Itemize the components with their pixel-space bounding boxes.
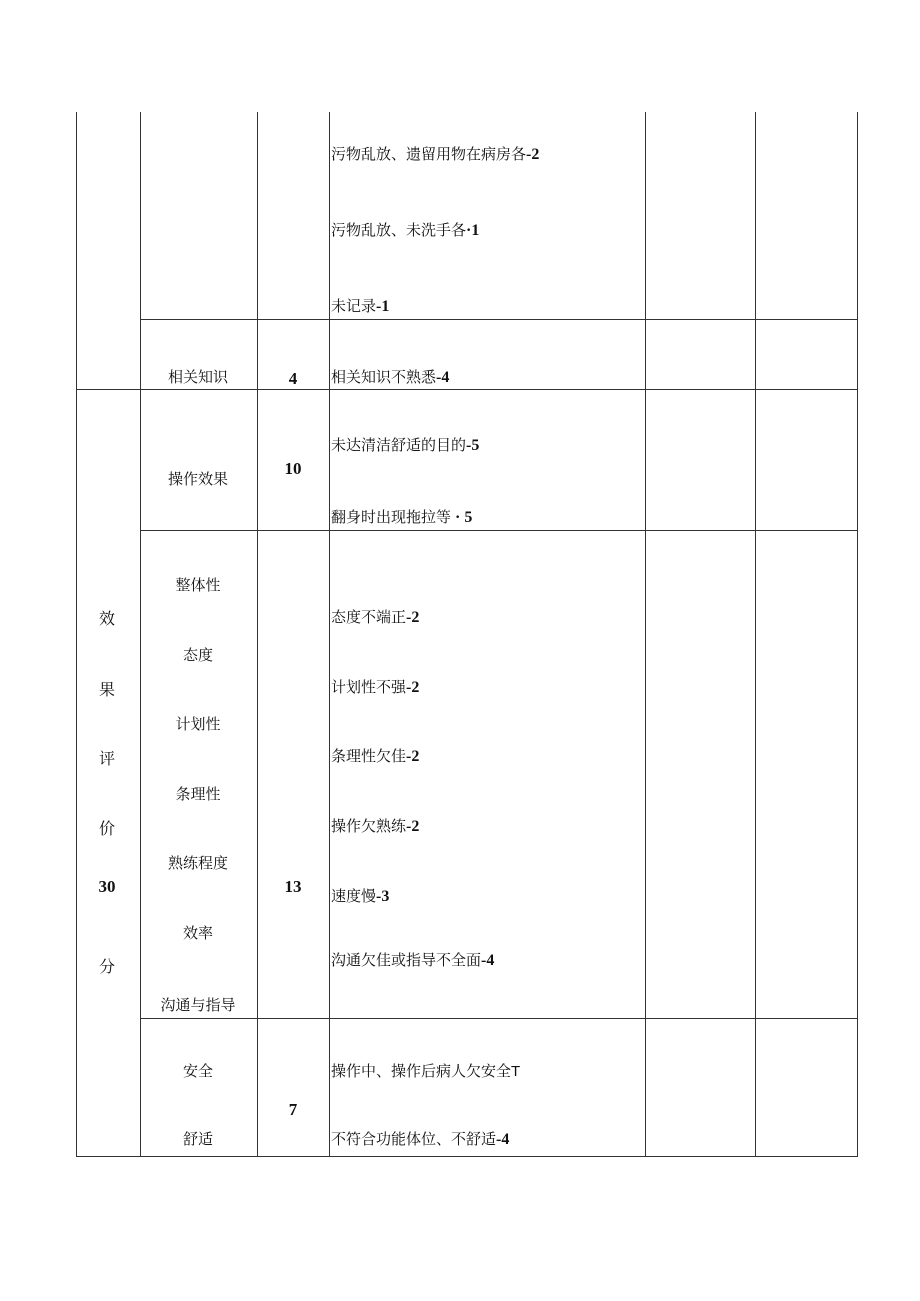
deduction-line: 未记录-1 <box>331 297 390 315</box>
item-label: 沟通与指导 <box>160 996 236 1014</box>
category-total: 30 <box>98 877 116 896</box>
grid-line <box>76 112 77 1157</box>
score-value: 10 <box>284 459 302 478</box>
deduction-line: 污物乱放、未洗手各·1 <box>331 221 480 239</box>
item-label: 态度 <box>182 646 214 664</box>
item-label: 相关知识 <box>167 368 229 386</box>
item-label: 熟练程度 <box>167 854 229 872</box>
item-label: 整体性 <box>175 576 221 594</box>
score-value: 7 <box>288 1100 298 1119</box>
deduction-line: 操作欠熟练-2 <box>331 817 420 835</box>
grid-line <box>755 112 756 1157</box>
category-char: 果 <box>98 680 116 699</box>
item-label: 操作效果 <box>167 470 229 488</box>
item-label: 效率 <box>182 924 214 942</box>
grid-line <box>140 1018 857 1019</box>
score-value: 4 <box>288 369 298 388</box>
deduction-line: 污物乱放、遗留用物在病房各-2 <box>331 145 540 163</box>
deduction-line: 翻身时出现拖拉等 · 5 <box>331 508 473 526</box>
grid-line <box>857 112 858 1157</box>
deduction-line: 态度不端正-2 <box>331 608 420 626</box>
category-char: 效 <box>98 609 116 628</box>
category-char: 价 <box>98 819 116 838</box>
deduction-line: 不符合功能体位、不舒适-4 <box>331 1130 510 1148</box>
item-label: 计划性 <box>175 715 221 733</box>
grid-line <box>329 112 330 1157</box>
deduction-line: 沟通欠佳或指导不全面-4 <box>331 951 495 969</box>
grid-line <box>140 319 857 320</box>
score-value: 13 <box>284 877 302 896</box>
deduction-line: 相关知识不熟悉-4 <box>331 368 450 386</box>
grid-line <box>140 530 857 531</box>
item-label: 安全 <box>182 1062 214 1080</box>
category-unit: 分 <box>98 957 116 976</box>
item-label: 条理性 <box>175 785 221 803</box>
grid-line <box>76 389 857 390</box>
category-char: 评 <box>98 749 116 768</box>
deduction-line: 条理性欠佳-2 <box>331 747 420 765</box>
deduction-line: 操作中、操作后病人欠安全T <box>331 1062 521 1080</box>
deduction-line: 未达清洁舒适的目的-5 <box>331 436 480 454</box>
grid-line <box>645 112 646 1157</box>
grid-line <box>140 112 141 1157</box>
grid-line <box>76 1156 857 1157</box>
item-label: 舒适 <box>182 1130 214 1148</box>
deduction-line: 计划性不强-2 <box>331 678 420 696</box>
deduction-line: 速度慢-3 <box>331 887 390 905</box>
grid-line <box>257 112 258 1157</box>
